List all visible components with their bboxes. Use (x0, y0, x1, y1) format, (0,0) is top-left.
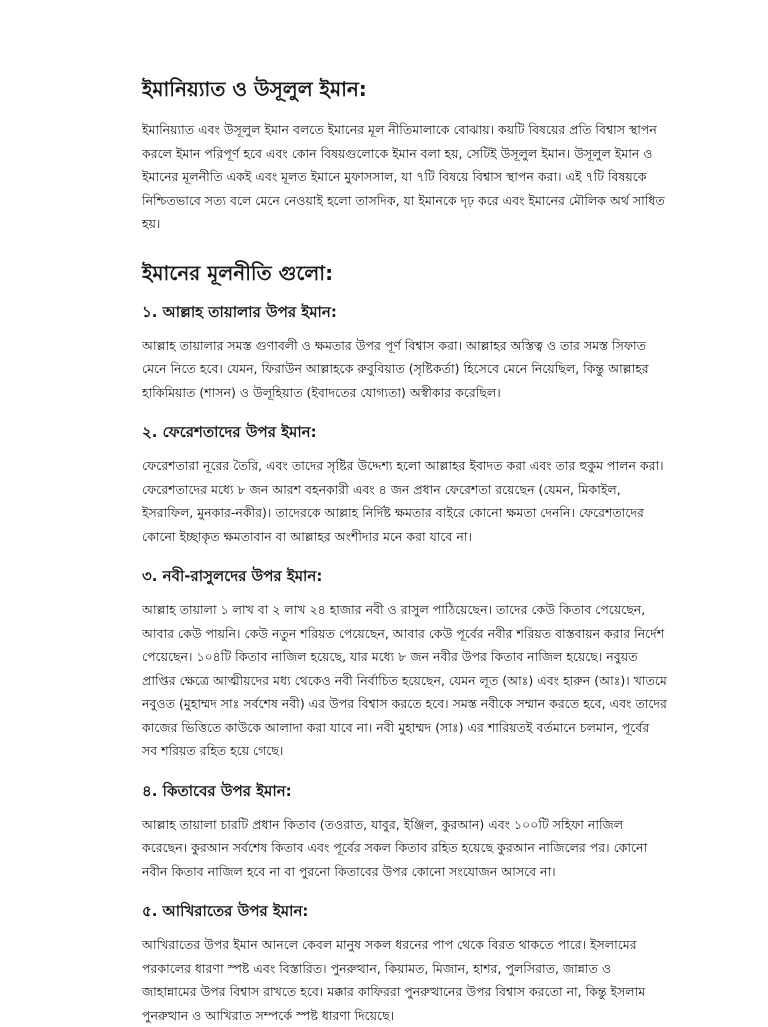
section-books (142, 779, 668, 884)
section-heading: ১. আল্লাহ তায়ালার উপর ইমান: (142, 302, 337, 321)
document-title: ইমানিয়্যাত ও উসূলুল ইমান: (142, 77, 367, 101)
section-allah (142, 300, 668, 405)
intro-paragraph: ইমানিয়্যাত এবং উসূলুল ইমান বলতে ইমানের মূল নীতিমালাকে বোঝায়। কয়টি বিষয়ের প্রতি বিশ্বাস স্থাপন করলে ইমান পরিপূর্ণ হবে এবং কোন বিষয়গুলোকে ইমান বলা হয়, সেটিই উসূলুল ইমান। উসূলুল ইমান ও ইমানের মূলনীতি একই এবং মূলত ইমানে মুফাসসাল, যা ৭টি বিষয়ে বিশ্বাস স্থাপন করা। এই ৭টি বিষয়কে নিশ্চিতভাবে সত্য বলে মেনে নেওয়াই হলো তাসদিক, যা ইমানকে দৃঢ় করে এবং ইমানের মৌলিক অর্থ সাধিত হয়। (142, 122, 665, 231)
section-body: আখিরাতের উপর ইমান আনলে কেবল মানুষ সকল ধরনের পাপ থেকে বিরত থাকতে পারে। ইসলামের পরকালের ধারণা স্পষ্ট এবং বিস্তারিত। পুনরুত্থান, কিয়ামত, মিজান, হাশর, পুলসিরাত, জান্নাত ও জাহান্নামের উপর বিশ্বাস রাখতে হবে। মক্কার কাফিররা পুনরুত্থানের উপর বিশ্বাস করতো না, কিন্তু ইসলাম পুনরুত্থান ও আখিরাত সম্পর্কে স্পষ্ট ধারণা দিয়েছে। (142, 937, 646, 1023)
section-angels (142, 420, 668, 548)
section-body: আল্লাহ তায়ালা ১ লাখ বা ২ লাখ ২৪ হাজার নবী ও রাসুল পাঠিয়েছেন। তাদের কেউ কিতাব পেয়েছেন, আবার কেউ পায়নি। কেউ নতুন শরিয়ত পেয়েছেন, আবার কেউ পূর্বের নবীর শরিয়ত বাস্তবায়ন করার নির্দেশ পেয়েছেন। ১০৪টি কিতাব নাজিল হয়েছে, যার মধ্যে ৮ জন নবীর উপর কিতাব নাজিল হয়েছে। নবুয়ত প্রাপ্তির ক্ষেত্রে আত্মীয়দের মধ্য থেকেও নবী নির্বাচিত হয়েছেন, যেমন লূত (আঃ) এবং হারুন (আঃ)। খাতমে নবুওত (মুহাম্মদ সাঃ সর্বশেষ নবী) এর উপর বিশ্বাস করতে হবে। সমস্ত নবীকে সম্মান করতে হবে, এবং তাদের কাজের ভিত্তিতে কাউকে আলাদা করা যাবে না। নবী মুহাম্মদ (সাঃ) এর শারিয়তই বর্তমানে চলমান, পূর্বের সব শরিয়ত রহিত হয়ে গেছে। (142, 602, 667, 758)
section-body: আল্লাহ তায়ালা চারটি প্রধান কিতাব (তওরাত, যাবুর, ইঞ্জিল, কুরআন) এবং ১০০টি সহিফা নাজিল করেছেন। কুরআন সর্বশেষ কিতাব এবং পূর্বের সকল কিতাব রহিত হয়েছে কুরআন নাজিলের পর। কোনো নবীন কিতাব নাজিল হবে না বা পুরনো কিতাবের উপর কোনো সংযোজন আসবে না। (142, 816, 648, 879)
section-prophets (142, 564, 668, 763)
section-heading: ২. ফেরেশতাদের উপর ইমান: (142, 423, 317, 441)
section-heading: ৩. নবী-রাসুলদের উপর ইমান: (142, 567, 323, 585)
section-hereafter (142, 899, 668, 1027)
section-body: আল্লাহ তায়ালার সমস্ত গুণাবলী ও ক্ষমতার উপর পূর্ণ বিশ্বাস করা। আল্লাহর অস্তিত্ব ও তার সমস্ত সিফাত মেনে নিতে হবে। যেমন, ফিরাউন আল্লাহকে রুবুবিয়াত (সৃষ্টিকর্তা) হিসেবে মেনে নিয়েছিল, কিন্তু আল্লাহর হাকিমিয়াত (শাসন) ও উলূহিয়াত (ইবাদতের যোগ্যতা) অস্বীকার করেছিল। (142, 337, 649, 400)
section-body: ফেরেশতারা নূরের তৈরি, এবং তাদের সৃষ্টির উদ্দেশ্য হলো আল্লাহর ইবাদত করা এবং তার হুকুম পালন করা। ফেরেশতাদের মধ্যে ৮ জন আরশ বহনকারী এবং ৪ জন প্রধান ফেরেশতা রয়েছেন (যেমন, মিকাইল, ইসরাফিল, মুনকার-নকীর)। তাদেরকে আল্লাহ নির্দিষ্ট ক্ষমতার বাইরে কোনো ক্ষমতা দেননি। ফেরেশতাদের কোনো ইচ্ছাকৃত ক্ষমতাবান বা আল্লাহর অংশীদার মনে করা যাবে না। (142, 458, 664, 544)
section-heading: ৪. কিতাবের উপর ইমান: (142, 781, 292, 800)
section-heading: ৫. আখিরাতের উপর ইমান: (142, 902, 309, 920)
principles-title: ইমানের মূলনীতি গুলো: (142, 260, 334, 285)
